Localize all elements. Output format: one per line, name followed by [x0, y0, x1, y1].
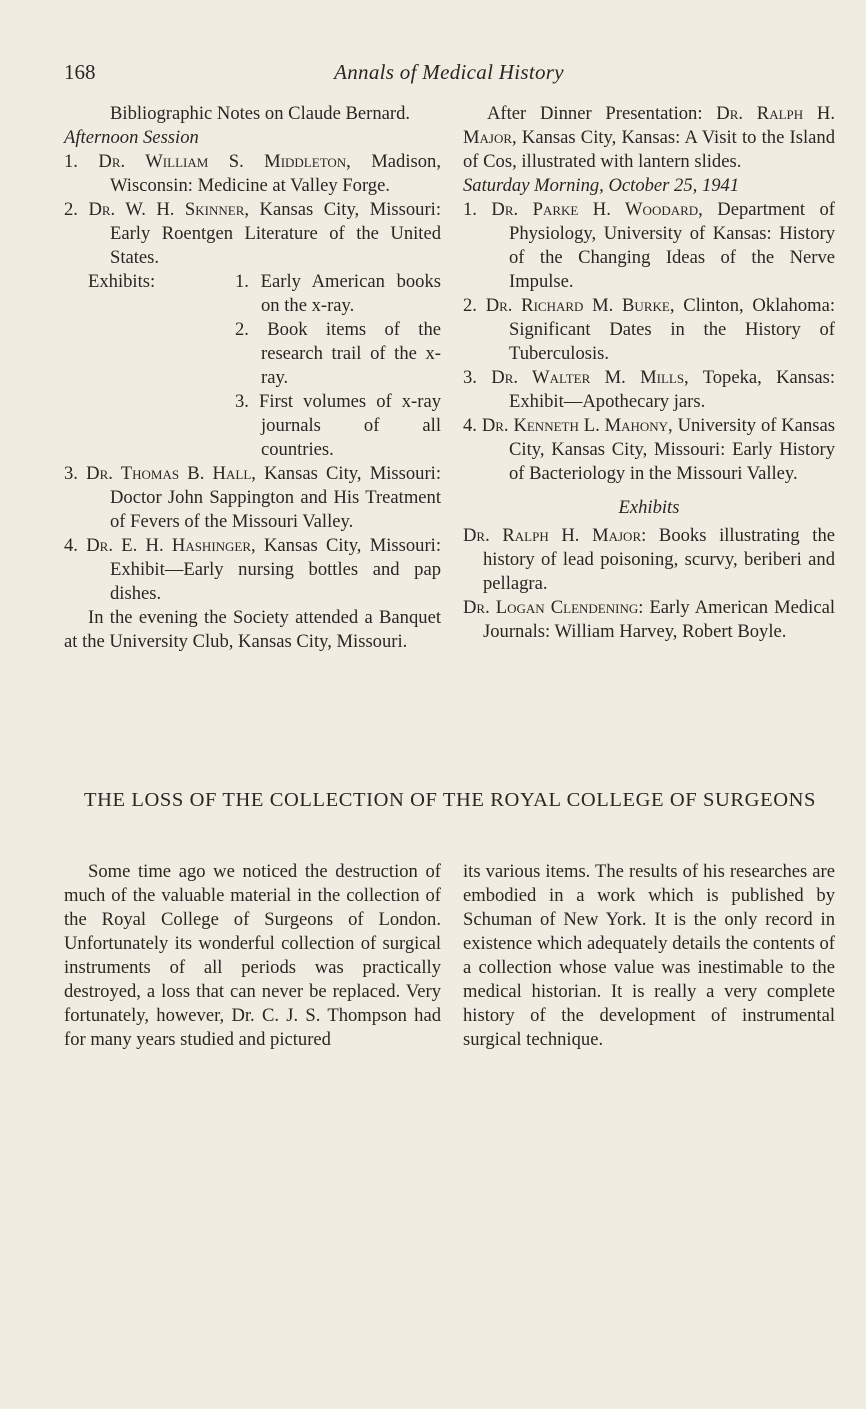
- speaker-name: Dr. W. H. Skinner,: [88, 199, 250, 220]
- exhibit-row: [88, 390, 441, 462]
- section-title: THE LOSS OF THE COLLECTION OF THE ROYAL COLLEGE OF SURGEONS: [83, 789, 817, 811]
- running-header: [64, 60, 834, 90]
- section-left-column: [64, 860, 441, 1052]
- after-dinner-paragraph: After Dinner Presentation: Dr. Ralph H. Major, Kansas City, Kansas: A Visit to the Island of Cos, illustrated with lantern slides.: [463, 103, 835, 172]
- speaker-name: Dr. Walter M. Mills,: [491, 367, 689, 388]
- speaker-name: Dr. E. H. Hashinger,: [86, 535, 256, 556]
- program-item-2: 2. Dr. Richard M. Burke, Clinton, Oklahoma: Significant Dates in the History of Tuberculosis.: [463, 295, 835, 364]
- speaker-name: Dr. Ralph H. Major,: [463, 103, 835, 148]
- exhibit-row: [88, 318, 441, 390]
- program-item-2: 2. Dr. W. H. Skinner, Kansas City, Missouri: Early Roentgen Literature of the United States.: [64, 199, 441, 268]
- speaker-name: Dr. Parke H. Woodard,: [491, 199, 703, 220]
- right-column: [463, 102, 835, 644]
- program-item-3: 3. Dr. Walter M. Mills, Topeka, Kansas: Exhibit—Apothecary jars.: [463, 367, 835, 412]
- speaker-name: Dr. Richard M. Burke,: [485, 295, 675, 316]
- program-item-3: 3. Dr. Thomas B. Hall, Kansas City, Missouri: Doctor John Sappington and His Treatment of Fevers of the Missouri Valley.: [64, 463, 441, 532]
- afternoon-session-heading: Afternoon Session: [64, 127, 199, 148]
- saturday-morning-heading: Saturday Morning, October 25, 1941: [463, 175, 740, 196]
- section-right-column: [463, 860, 835, 1052]
- program-item-4: 4. Dr. Kenneth L. Mahony, University of Kansas City, Kansas City, Missouri: Early History of Bacteriology in the Missouri Valley.: [463, 415, 835, 484]
- speaker-name: Dr. Kenneth L. Mahony,: [481, 415, 673, 436]
- exhibit-row: [88, 270, 441, 318]
- exhibit-item-1: 1. Early American books on the x-ray.: [235, 271, 441, 316]
- speaker-name: Dr. Thomas B. Hall,: [86, 463, 256, 484]
- exhibit-entry-2: Dr. Logan Clendening: Early American Medical Journals: William Harvey, Robert Boyle.: [463, 597, 835, 642]
- running-title: Annals of Medical History: [334, 60, 564, 84]
- exhibit-item-3: 3. First volumes of x-ray journals of all countries.: [235, 391, 441, 460]
- page-number: 168: [64, 60, 96, 84]
- continued-text: Bibliographic Notes on Claude Bernard.: [110, 103, 411, 124]
- exhibits-heading: Exhibits: [618, 497, 680, 518]
- exhibits-list: [64, 270, 441, 462]
- section-paragraph-left: Some time ago we noticed the destruction of much of the valuable material in the collection of the Royal College of Surgeons of London. Unfortunately its wonderful collection of surgical instruments of all periods was practically destroyed, a loss that can never be replaced. Very fortunately, however, Dr. C. J. S. Thompson had for many years studied and pictured: [64, 861, 441, 1050]
- left-column: [64, 102, 441, 654]
- exhibitor-name: Dr. Logan Clendening:: [463, 597, 644, 618]
- program-item-1: 1. Dr. William S. Middleton, Madison, Wisconsin: Medicine at Valley Forge.: [64, 151, 441, 196]
- program-item-1: 1. Dr. Parke H. Woodard, Department of Physiology, University of Kansas: History of the Changing Ideas of the Nerve Impulse.: [463, 199, 835, 292]
- exhibit-entry-1: Dr. Ralph H. Major: Books illustrating the history of lead poisoning, scurvy, beriberi and pellagra.: [463, 525, 835, 594]
- speaker-name: Dr. William S. Middleton,: [98, 151, 351, 172]
- exhibitor-name: Dr. Ralph H. Major:: [463, 525, 647, 546]
- exhibit-item-2: 2. Book items of the research trail of the x-ray.: [235, 319, 441, 388]
- exhibits-label: Exhibits:: [88, 271, 156, 292]
- section-paragraph-right: its various items. The results of his researches are embodied in a work which is published by Schuman of New York. It is the only record in existence which adequately details the contents of a collection whose value was inestimable to the medical historian. It is really a very complete history of the development of instrumental surgical technique.: [463, 861, 835, 1050]
- evening-paragraph: In the evening the Society attended a Banquet at the University Club, Kansas City, Missouri.: [64, 607, 441, 652]
- program-item-4: 4. Dr. E. H. Hashinger, Kansas City, Missouri: Exhibit—Early nursing bottles and pap dishes.: [64, 535, 441, 604]
